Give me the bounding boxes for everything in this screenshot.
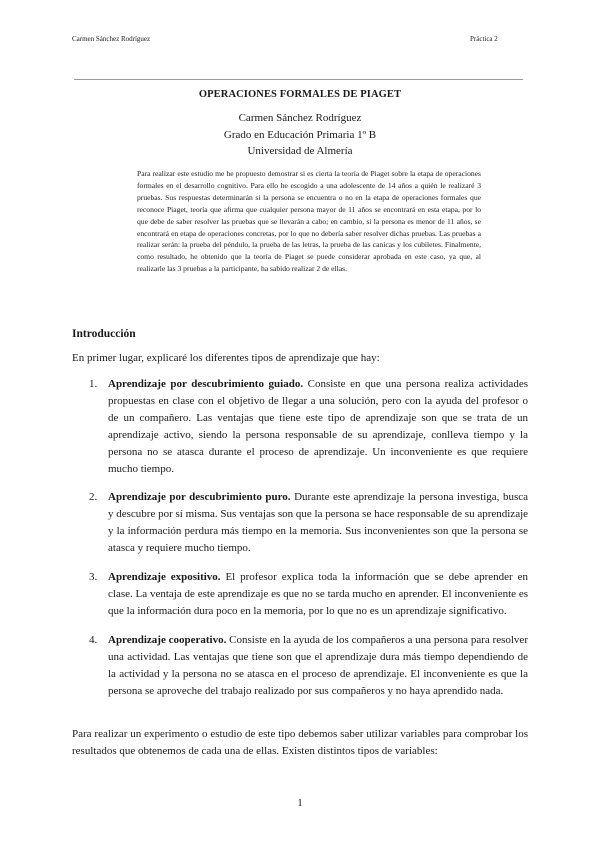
page-number: 1 [297, 797, 303, 809]
list-item-number: 4. [89, 633, 98, 646]
list-item [72, 569, 528, 620]
running-header-author: Carmen Sánchez Rodríguez [72, 35, 151, 43]
list-item-number: 3. [89, 571, 98, 584]
intro-lead-paragraph: En primer lugar, explicaré los diferentes tipos de aprendizaje que hay: [72, 352, 380, 364]
list-item [72, 632, 528, 700]
closing-paragraph: Para realizar un experimento o estudio de este tipo debemos saber utilizar variables para comprobar los resultados que obtenemos de cada una de ellas. Existen distintos tipos de variables: [72, 728, 528, 757]
list-item [72, 489, 528, 557]
list-item-text: Durante este aprendizaje la persona investiga, busca y descubre por sí misma. Sus ventajas son que la persona se hace responsable de su aprendizaje y la información perdura más tiempo en la memoria. Sus inconvenientes son que la persona se atasca y requiere mucho tiempo. [108, 491, 529, 555]
author-degree: Grado en Educación Primaria 1º B [223, 129, 377, 141]
header-divider [74, 79, 523, 80]
list-item-number: 1. [89, 378, 98, 390]
author-university: Universidad de Almería [247, 145, 353, 157]
section-heading-introduction: Introducción [72, 328, 136, 340]
author-name: Carmen Sánchez Rodríguez [238, 112, 362, 124]
paper-title: OPERACIONES FORMALES DE PIAGET [198, 89, 402, 100]
list-item-title: Aprendizaje por descubrimiento guiado. [108, 378, 304, 390]
list-item-text: El profesor explica toda la información que se debe aprender en clase. La ventaja de este aprendizaje es que no se tarda mucho en aprender. El inconveniente es que la información dura poco en la memoria, por lo que no es un aprendizaje significativo. [108, 571, 528, 617]
list-item-title: Aprendizaje por descubrimiento puro. [108, 491, 291, 504]
list-item-number: 2. [89, 491, 98, 504]
list-item-text: Consiste en que una persona realiza actividades propuestas en clase con el objetivo de llegar a una solución, pero con la ayuda del profesor o de un compañero. Las ventajas que tiene este tipo de aprendizaje son que se trata de un aprendizaje activo, siendo la persona responsable de su aprendizaje, conlleva tiempo y la persona no se atasca durante el proceso de aprendizaje. Un inconveniente es que requiere mucho tiempo. [108, 378, 528, 475]
list-item-title: Aprendizaje cooperativo. [108, 633, 227, 646]
list-item-text: Consiste en la ayuda de los compañeros a una persona para resolver una actividad. Las ventajas que tiene son que el aprendizaje dura más tiempo dependiendo de la actividad y la persona no se atasca en el proceso de aprendizaje. El inconveniente es que la persona se aproveche del trabajo realizado por sus compañeros y no haya aprendido nada. [108, 633, 528, 697]
list-item-title: Aprendizaje expositivo. [108, 571, 221, 584]
abstract: Para realizar este estudio me he propuesto demostrar si es cierta la teoría de Piaget sobre la etapa de operaciones formales en el desarrollo cognitivo. Para ello he escogido a una adolescente de 14 años a quién le realizaré 3 pruebas. Sus respuestas determinarán si la persona se encuentra o no en la etapa de operaciones formales que reconoce Piaget, teoría que afirma que cualquier persona mayor de 11 años se encontrará en esta etapa, por lo que debe de saber resolver las pruebas que se llevarán a cabo; en cambio, si la persona es menor de 11 años, se encontrará en etapa de operaciones concretas, por lo que no debería saber resolver dichas pruebas. Las pruebas a realizar serán: la prueba del péndulo, la prueba de las letras, la prueba de las canicas y los cubiletes. Finalmente, como resultado, he obtenido que la teoría de Piaget se puede considerar aprobada en este caso, ya que, al realizarle las 3 pruebas a la participante, ha sabido realizar 2 de ellas. [137, 169, 481, 274]
running-header-practice: Práctica 2 [470, 35, 498, 43]
learning-types-list [72, 376, 528, 711]
list-item [72, 376, 528, 477]
